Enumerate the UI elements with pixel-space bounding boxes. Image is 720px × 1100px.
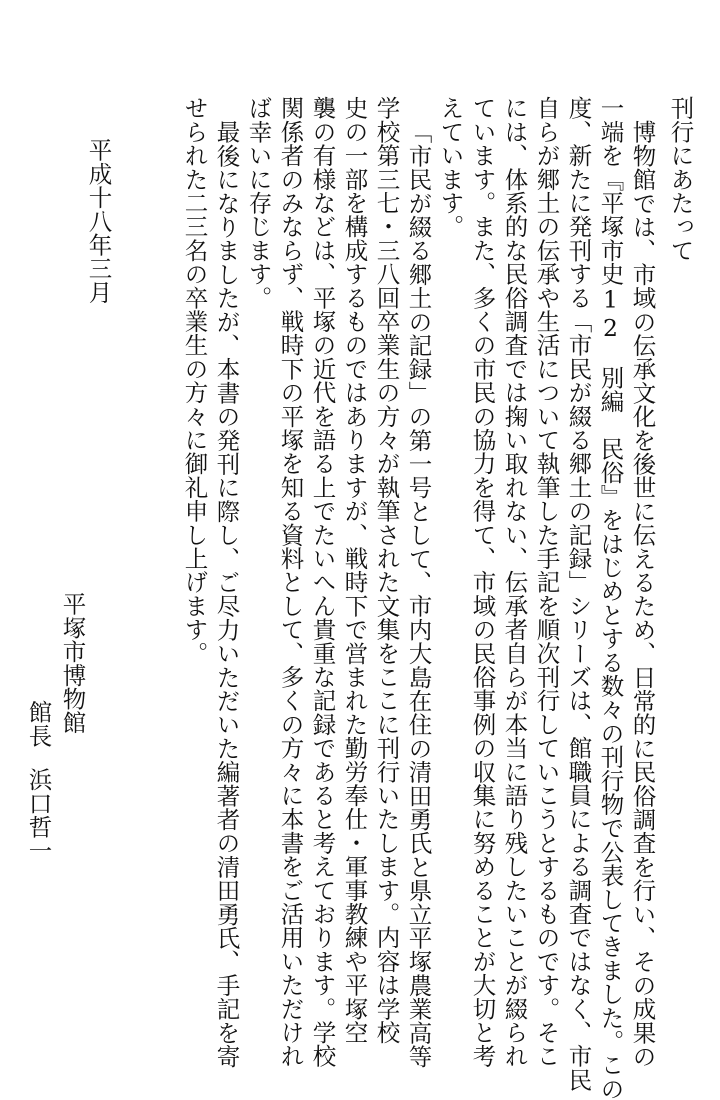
body-line-9: 学校第三七・三八回卒業生の方々が執筆された文集をここに刊行いたします。内容は学校 bbox=[372, 96, 401, 1044]
body-line-3: 度、新たに発刊する「市民が綴る郷土の記録」シリーズは、館職員による調査ではなく、市民 bbox=[564, 96, 593, 1092]
body-line-2: 一端を『平塚市史12 別編 民俗』をはじめとする数々の刊行物で公表してきました。この bbox=[596, 96, 625, 1100]
body-line-8: 「市民が綴る郷土の記録」の第一号として、市内大島在住の清田勇氏と県立平塚農業高等 bbox=[404, 120, 433, 1068]
body-line-15: せられた二三名の卒業生の方々に御礼申し上げます。 bbox=[180, 96, 209, 665]
page-title: 刊行にあたって bbox=[666, 96, 695, 262]
body-line-12: 関係者のみならず、戦時下の平塚を知る資料として、多くの方々に本書をご活用いただけれ bbox=[276, 96, 305, 1068]
body-line-6: ています。また、多くの市民の協力を得て、市域の民俗事例の収集に努めることが大切と考 bbox=[468, 96, 497, 1068]
signature bbox=[24, 700, 53, 863]
publication-date: 平成十八年三月 bbox=[84, 138, 113, 304]
body-line-14: 最後になりましたが、本書の発刊に際し、ご尽力いただいた編著者の清田勇氏、手記を寄 bbox=[212, 120, 241, 1068]
body-line-13: ば幸いに存じます。 bbox=[244, 96, 273, 310]
body-line-7: えています。 bbox=[436, 96, 465, 239]
body-line-10: 史の一部を構成するものではありますが、戦時下で営まれた勤労奉仕・軍事教練や平塚空 bbox=[340, 96, 369, 1044]
organization-name: 平塚市博物館 bbox=[58, 592, 87, 735]
body-line-1: 博物館では、市域の伝承文化を後世に伝えるため、日常的に民俗調査を行い、その成果の bbox=[628, 120, 657, 1068]
body-line-5: には、体系的な民俗調査では掬い取れない、伝承者自らが本当に語り残したいことが綴られ bbox=[500, 96, 529, 1068]
body-line-4: 自らが郷土の伝承や生活について執筆した手記を順次刊行していこうとするものです。そこ bbox=[532, 96, 561, 1068]
body-line-11: 襲の有様などは、平塚の近代を語る上でたいへん貴重な記録であると考えております。学校 bbox=[308, 96, 337, 1068]
signature-name: 浜口哲一 bbox=[24, 767, 53, 863]
signature-role: 館長 bbox=[24, 700, 53, 748]
